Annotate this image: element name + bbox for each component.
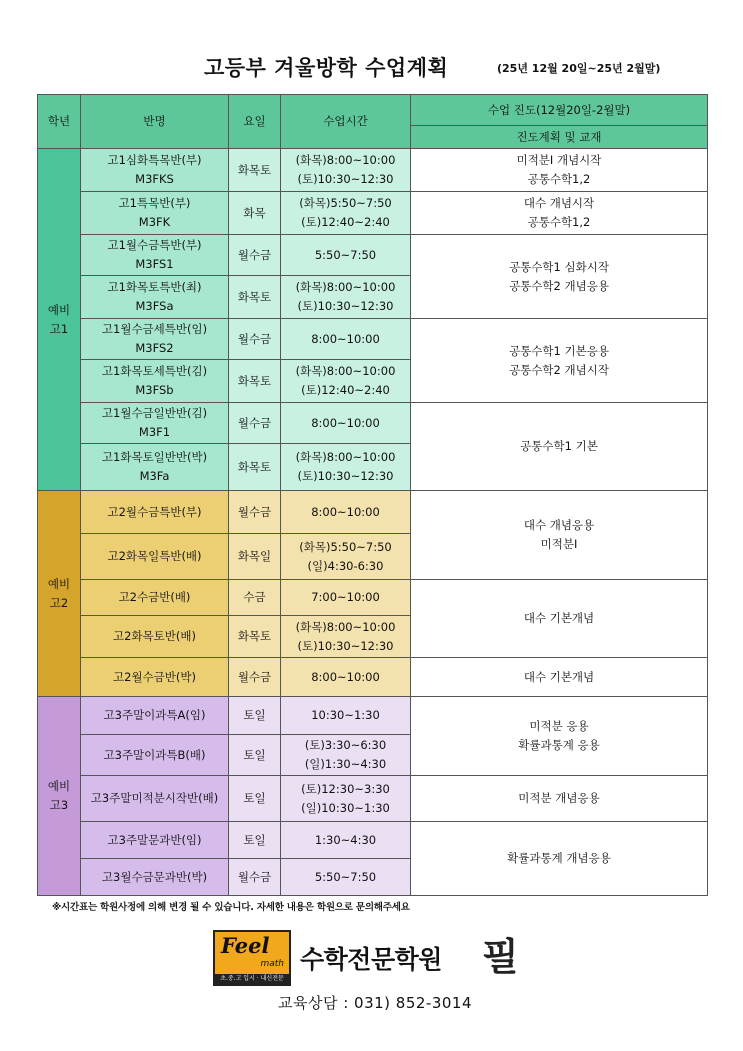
progress-cell: 공통수학1 심화시작 공통수학2 개념응용 bbox=[411, 235, 708, 319]
time-cell: (화목)8:00~10:00 (토)12:40~2:40 bbox=[281, 360, 411, 403]
time-cell: 8:00~10:00 bbox=[281, 403, 411, 444]
days-cell: 화목토 bbox=[229, 276, 281, 319]
logo-strip-text: 초.중.고 입시 · 내신전문 bbox=[215, 974, 289, 984]
grade-cell-g2: 예비 고2 bbox=[38, 491, 81, 697]
table-row bbox=[38, 580, 708, 616]
progress-cell: 확률과통계 개념응용 bbox=[411, 822, 708, 896]
class-name-cell: 고1화목토특반(최) M3FSa bbox=[81, 276, 229, 319]
header-row bbox=[38, 95, 708, 126]
header-class: 반명 bbox=[81, 95, 229, 149]
time-cell: (화목)5:50~7:50 (일)4:30-6:30 bbox=[281, 534, 411, 580]
progress-cell: 미적분 응용 확률과통계 응용 bbox=[411, 697, 708, 776]
table-row bbox=[38, 192, 708, 235]
time-cell: (화목)8:00~10:00 (토)10:30~12:30 bbox=[281, 276, 411, 319]
days-cell: 화목토 bbox=[229, 360, 281, 403]
days-cell: 토일 bbox=[229, 776, 281, 822]
time-cell: (토)12:30~3:30 (일)10:30~1:30 bbox=[281, 776, 411, 822]
time-cell: (화목)8:00~10:00 (토)10:30~12:30 bbox=[281, 149, 411, 192]
days-cell: 화목토 bbox=[229, 444, 281, 491]
table-row bbox=[38, 491, 708, 534]
time-cell: 5:50~7:50 bbox=[281, 859, 411, 896]
table-row bbox=[38, 822, 708, 859]
days-cell: 수금 bbox=[229, 580, 281, 616]
days-cell: 화목일 bbox=[229, 534, 281, 580]
progress-cell: 공통수학1 기본응용 공통수학2 개념시작 bbox=[411, 319, 708, 403]
time-cell: 8:00~10:00 bbox=[281, 658, 411, 697]
time-cell: 8:00~10:00 bbox=[281, 319, 411, 360]
time-cell: 1:30~4:30 bbox=[281, 822, 411, 859]
class-name-cell: 고3주말미적분시작반(배) bbox=[81, 776, 229, 822]
table-row bbox=[38, 697, 708, 735]
time-cell: (화목)5:50~7:50 (토)12:40~2:40 bbox=[281, 192, 411, 235]
progress-cell: 대수 기본개념 bbox=[411, 658, 708, 697]
class-name-cell: 고3주말이과특A(임) bbox=[81, 697, 229, 735]
title-row bbox=[0, 50, 743, 90]
class-name-cell: 고1심화특목반(부) M3FKS bbox=[81, 149, 229, 192]
time-cell: 7:00~10:00 bbox=[281, 580, 411, 616]
header-days: 요일 bbox=[229, 95, 281, 149]
days-cell: 토일 bbox=[229, 735, 281, 776]
time-cell: (화목)8:00~10:00 (토)10:30~12:30 bbox=[281, 444, 411, 491]
days-cell: 화목토 bbox=[229, 616, 281, 658]
time-cell: (토)3:30~6:30 (일)1:30~4:30 bbox=[281, 735, 411, 776]
table-row bbox=[38, 235, 708, 276]
schedule-table bbox=[37, 94, 708, 896]
header-progress: 수업 진도(12월20일-2월말) bbox=[411, 95, 708, 126]
days-cell: 월수금 bbox=[229, 491, 281, 534]
time-cell: 8:00~10:00 bbox=[281, 491, 411, 534]
class-name-cell: 고1화목토일반반(박) M3Fa bbox=[81, 444, 229, 491]
table-row bbox=[38, 149, 708, 192]
table-row bbox=[38, 319, 708, 360]
page-title: 고등부 겨울방학 수업계획 bbox=[204, 56, 449, 80]
class-name-cell: 고2월수금반(박) bbox=[81, 658, 229, 697]
schedule-notice: ※시간표는 학원사정에 의해 변경 될 수 있습니다. 자세한 내용은 학원으로 문의해주세요 bbox=[52, 902, 410, 913]
academy-logo bbox=[213, 930, 291, 986]
class-name-cell: 고2월수금특반(부) bbox=[81, 491, 229, 534]
header-progress-sub: 진도계획 및 교재 bbox=[411, 126, 708, 149]
class-name-cell: 고2수금반(배) bbox=[81, 580, 229, 616]
class-name-cell: 고2화목일특반(배) bbox=[81, 534, 229, 580]
class-name-cell: 고1월수금특반(부) M3FS1 bbox=[81, 235, 229, 276]
class-name-cell: 고1월수금세특반(임) M3FS2 bbox=[81, 319, 229, 360]
days-cell: 월수금 bbox=[229, 403, 281, 444]
days-cell: 월수금 bbox=[229, 235, 281, 276]
class-name-cell: 고3주말문과반(임) bbox=[81, 822, 229, 859]
brand-mark: 필 bbox=[482, 935, 519, 979]
academy-name: 수학전문학원 bbox=[300, 945, 442, 974]
grade-cell-g3: 예비 고3 bbox=[38, 697, 81, 896]
class-name-cell: 고3주말이과특B(배) bbox=[81, 735, 229, 776]
table-row bbox=[38, 776, 708, 822]
progress-cell: 대수 기본개념 bbox=[411, 580, 708, 658]
days-cell: 월수금 bbox=[229, 859, 281, 896]
days-cell: 월수금 bbox=[229, 658, 281, 697]
contact-phone: 교육상담 : 031) 852-3014 bbox=[278, 994, 473, 1012]
progress-cell: 대수 개념응용 미적분Ⅰ bbox=[411, 491, 708, 580]
days-cell: 화목 bbox=[229, 192, 281, 235]
header-grade: 학년 bbox=[38, 95, 81, 149]
table-row bbox=[38, 403, 708, 444]
progress-cell: 미적분 개념응용 bbox=[411, 776, 708, 822]
days-cell: 화목토 bbox=[229, 149, 281, 192]
progress-cell: 공통수학1 기본 bbox=[411, 403, 708, 491]
time-cell: 10:30~1:30 bbox=[281, 697, 411, 735]
days-cell: 토일 bbox=[229, 697, 281, 735]
logo-math-text: math bbox=[260, 959, 284, 969]
progress-cell: 대수 개념시작 공통수학1,2 bbox=[411, 192, 708, 235]
period-label: (25년 12월 20일~25년 2월말) bbox=[497, 62, 661, 75]
class-name-cell: 고1화목토세특반(김) M3FSb bbox=[81, 360, 229, 403]
class-name-cell: 고1특목반(부) M3FK bbox=[81, 192, 229, 235]
header-time: 수업시간 bbox=[281, 95, 411, 149]
days-cell: 토일 bbox=[229, 822, 281, 859]
logo-feel-text: Feel bbox=[221, 933, 270, 958]
progress-cell: 미적분Ⅰ 개념시작 공통수학1,2 bbox=[411, 149, 708, 192]
class-name-cell: 고2화목토반(배) bbox=[81, 616, 229, 658]
days-cell: 월수금 bbox=[229, 319, 281, 360]
time-cell: 5:50~7:50 bbox=[281, 235, 411, 276]
grade-cell-g1: 예비 고1 bbox=[38, 149, 81, 491]
class-name-cell: 고1월수금일반반(김) M3F1 bbox=[81, 403, 229, 444]
time-cell: (화목)8:00~10:00 (토)10:30~12:30 bbox=[281, 616, 411, 658]
class-name-cell: 고3월수금문과반(박) bbox=[81, 859, 229, 896]
table-row bbox=[38, 658, 708, 697]
